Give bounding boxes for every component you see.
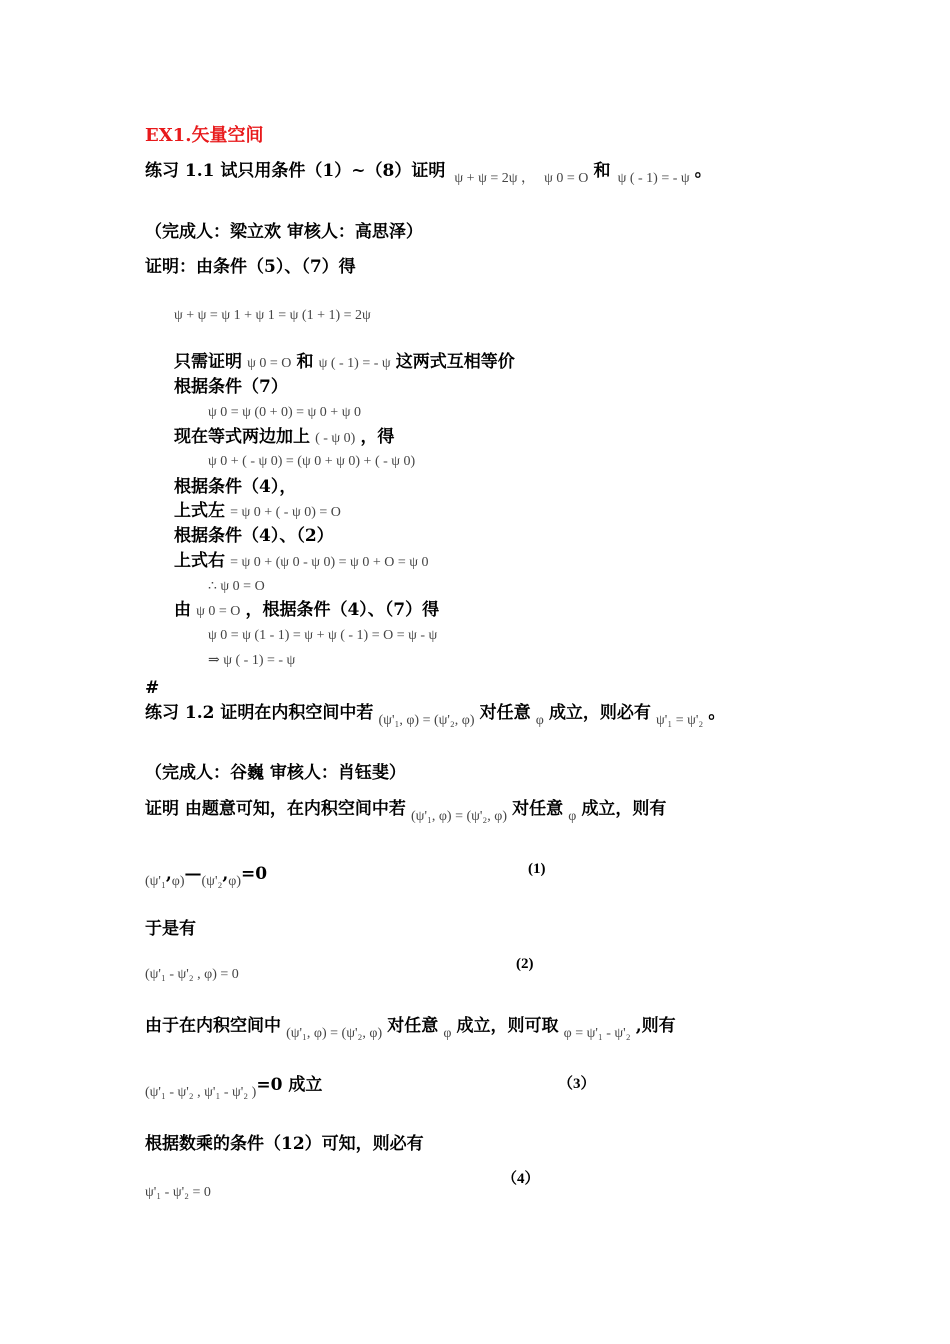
- eq-number-4: （4）: [502, 1171, 540, 1187]
- ex12-eq1-e: (ψ'₂: [201, 874, 223, 889]
- ex12-p2-m2: φ: [443, 1026, 452, 1041]
- ex12-proof-m2: φ: [568, 809, 577, 824]
- ex11-step7: [174, 553, 429, 570]
- eq-number-3: （3）: [558, 1076, 596, 1092]
- ex12-eq1-g: φ): [228, 874, 242, 889]
- ex11-eq6: ⇒ ψ ( - 1) = - ψ: [208, 653, 296, 668]
- ex11-step5-a: 上式左: [174, 501, 225, 521]
- ex12-proof-line1: [145, 799, 667, 824]
- ex12-credits: （完成人：谷巍 审核人：肖钰斐）: [145, 763, 406, 783]
- ex11-step4: 根据条件（4），: [174, 477, 297, 497]
- ex12-p2-m1: (ψ'₁, φ) = (ψ'₂, φ): [286, 1026, 383, 1041]
- ex12-eq4: ψ'₁ - ψ'₂ = 0: [145, 1185, 211, 1200]
- ex12-title-c: 成立，则必有: [548, 703, 651, 723]
- ex11-step8: [174, 602, 439, 619]
- ex11-math1: ψ + ψ = 2ψ ，: [454, 171, 536, 186]
- ex12-proof-m1: (ψ'₁, φ) = (ψ'₂, φ): [411, 809, 508, 824]
- ex11-eq5: ψ 0 = ψ (1 - 1) = ψ + ψ ( - 1) = O = ψ - ψ: [208, 628, 438, 643]
- ex11-eq2: ψ 0 = ψ (0 + 0) = ψ 0 + ψ 0: [208, 405, 361, 420]
- ex12-eq1-f: ,: [222, 864, 229, 884]
- ex12-title-line: [145, 703, 726, 728]
- ex12-eq2: (ψ'₁ - ψ'₂ , φ) = 0: [145, 967, 239, 982]
- ex12-proof-c: 成立，则有: [581, 799, 667, 819]
- ex12-eq1-b: ,: [165, 864, 172, 884]
- ex11-math2: ψ 0 = O: [544, 171, 589, 186]
- ex11-step1-c: 这两式互相等价: [395, 352, 515, 372]
- ex11-step6: 根据条件（4）、（2）: [174, 526, 334, 546]
- ex12-proof-b: 对任意: [512, 799, 564, 819]
- ex12-title-m1: (ψ'₁, φ) = (ψ'₂, φ): [378, 713, 475, 728]
- ex12-title: 练习 1.2 证明在内积空间中若: [145, 703, 374, 723]
- ex12-p2-a: 由于在内积空间中: [145, 1016, 281, 1036]
- ex11-step7-m: = ψ 0 + (ψ 0 - ψ 0) = ψ 0 + O = ψ 0: [230, 555, 429, 570]
- ex11-step5-m: = ψ 0 + ( - ψ 0) = O: [230, 505, 341, 520]
- section-heading: EX1.矢量空间: [145, 125, 264, 146]
- ex12-title-b: 对任意: [479, 703, 531, 723]
- ex11-step3-b: ，得: [360, 427, 395, 447]
- ex12-title-m3: ψ'₁ = ψ'₂: [656, 713, 704, 728]
- ex11-eq1: ψ + ψ = ψ 1 + ψ 1 = ψ (1 + 1) = 2ψ: [174, 308, 371, 323]
- ex11-step1-b: 和: [296, 352, 314, 372]
- ex11-end: 。: [694, 161, 712, 181]
- ex11-step1-m1: ψ 0 = O: [247, 356, 292, 371]
- ex12-eq3-a: =0 成立: [256, 1075, 323, 1095]
- ex12-eq1: [145, 864, 268, 889]
- ex11-step8-a: 由: [174, 600, 191, 620]
- ex11-step7-a: 上式右: [174, 551, 225, 571]
- ex12-p2-b: 对任意: [387, 1016, 439, 1036]
- ex11-eq4: ∴ ψ 0 = O: [208, 579, 265, 594]
- ex12-eq1-a: (ψ'₁: [145, 874, 166, 889]
- end-mark: #: [145, 678, 160, 698]
- ex11-step8-m: ψ 0 = O: [196, 604, 241, 619]
- ex11-step2: 根据条件（7）: [174, 377, 288, 397]
- ex11-step1-a: 只需证明: [174, 352, 242, 372]
- ex12-title-m2: φ: [535, 713, 544, 728]
- ex11-step3: [174, 429, 394, 446]
- ex11-math3: ψ ( - 1) = - ψ: [617, 171, 690, 186]
- ex12-step1: 于是有: [145, 919, 196, 939]
- eq-number-1: (1): [528, 861, 546, 877]
- ex12-proof-a: 证明 由题意可知，在内积空间中若: [145, 799, 406, 819]
- ex11-proof-intro: 证明：由条件（5）、（7）得: [145, 257, 356, 277]
- ex12-eq3: [145, 1075, 323, 1100]
- ex11-title-line: [145, 161, 712, 186]
- ex12-p2-c: 成立，则可取: [456, 1016, 559, 1036]
- ex11-credits: （完成人：梁立欢 审核人：高思泽）: [145, 222, 423, 242]
- ex12-p2-m3: φ = ψ'₁ - ψ'₂: [563, 1026, 631, 1041]
- ex12-eq3-m: (ψ'₁ - ψ'₂ , ψ'₁ - ψ'₂ ): [145, 1085, 257, 1100]
- ex11-step1: [174, 354, 515, 371]
- ex12-eq1-c: φ): [171, 874, 185, 889]
- ex12-eq1-d: —: [184, 864, 202, 884]
- eq-number-2: (2): [516, 956, 534, 972]
- ex12-proof-line2: [145, 1016, 676, 1041]
- ex12-step3: 根据数乘的条件（12）可知，则必有: [145, 1134, 424, 1154]
- ex11-eq3: ψ 0 + ( - ψ 0) = (ψ 0 + ψ 0) + ( - ψ 0): [208, 454, 416, 469]
- ex11-step3-a: 现在等式两边加上: [174, 427, 310, 447]
- ex12-eq1-h: =0: [241, 864, 268, 884]
- ex11-step5: [174, 503, 341, 520]
- ex11-step3-m: ( - ψ 0): [315, 431, 356, 446]
- ex11-and: 和: [593, 161, 611, 181]
- ex12-title-end: 。: [708, 703, 726, 723]
- ex12-p2-d: ,则有: [635, 1016, 676, 1036]
- ex11-title: 练习 1.1 试只用条件（1）~（8）证明: [145, 161, 446, 181]
- ex11-step1-m2: ψ ( - 1) = - ψ: [318, 356, 391, 371]
- ex11-step8-b: ，根据条件（4）、（7）得: [245, 600, 440, 620]
